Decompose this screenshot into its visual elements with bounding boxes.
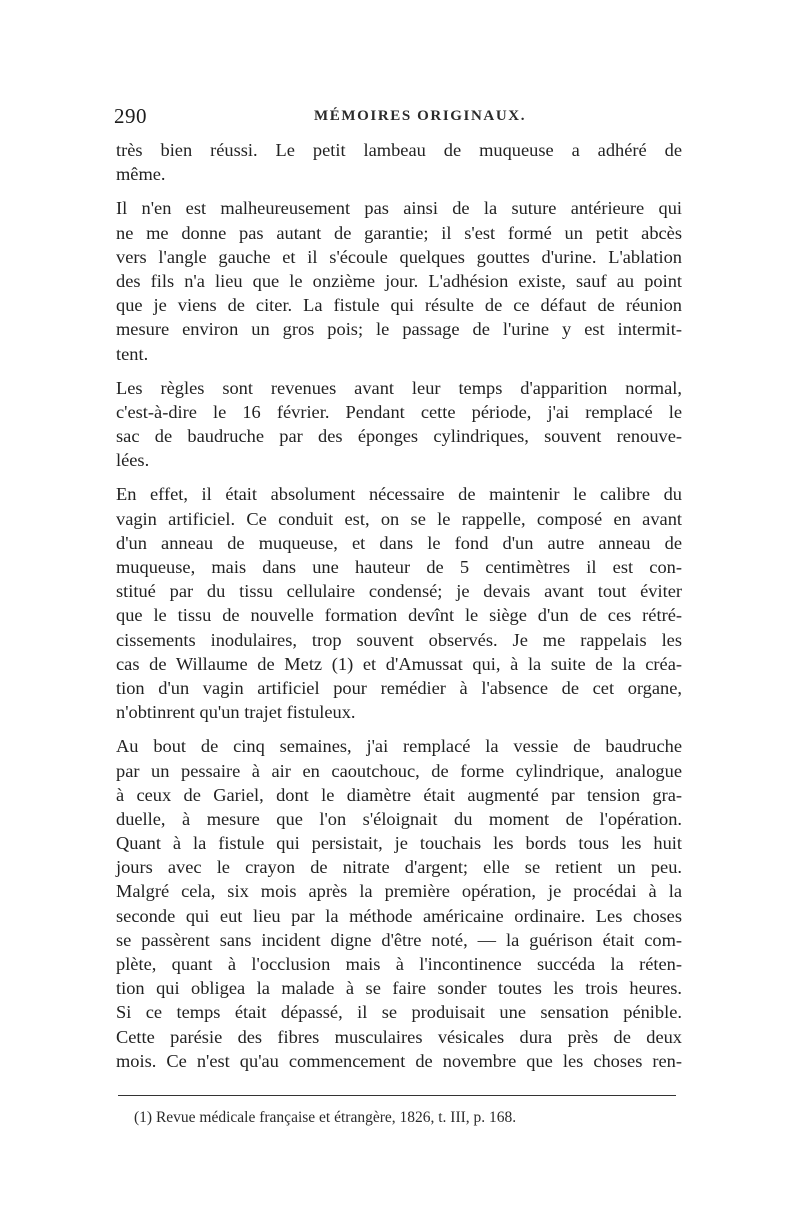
text-line: à ceux de Gariel, dont le diamètre était augmenté par tension gra-: [116, 784, 682, 805]
text-line: que je viens de citer. La fistule qui résulte de ce défaut de réunion: [116, 295, 682, 316]
footnote: (1) Revue médicale française et étrangère, 1826, t. III, p. 168.: [134, 1109, 517, 1126]
paragraph: [116, 138, 682, 186]
text-line: c'est-à-dire le 16 février. Pendant cette période, j'ai remplacé le: [116, 401, 682, 422]
text-line: des fils n'a lieu que le onzième jour. L'adhésion existe, sauf au point: [116, 270, 682, 291]
text-line: d'un anneau de muqueuse, et dans le fond d'un autre anneau de: [116, 532, 682, 553]
text-line: En effet, il était absolument nécessaire de maintenir le calibre du: [116, 484, 682, 505]
text-line: Quant à la fistule qui persistait, je touchais les bords tous les huit: [116, 833, 682, 854]
text-line: mois. Ce n'est qu'au commencement de novembre que les choses ren-: [116, 1050, 682, 1071]
text-line: tion d'un vagin artificiel pour remédier à l'absence de cet organe,: [116, 677, 682, 698]
text-line: Malgré cela, six mois après la première opération, je procédai à la: [116, 881, 682, 902]
paragraph-gap: [116, 186, 682, 196]
text-line: que le tissu de nouvelle formation devînt le siège d'un de ces rétré-: [116, 605, 682, 626]
text-line: ne me donne pas autant de garantie; il s'est formé un petit abcès: [116, 222, 682, 243]
text-line: mesure environ un gros pois; le passage de l'urine y est intermit-: [116, 319, 682, 340]
text-line: vers l'angle gauche et il s'écoule quelques gouttes d'urine. L'ablation: [116, 246, 682, 267]
text-line: vagin artificiel. Ce conduit est, on se le rappelle, composé en avant: [116, 508, 682, 529]
paragraph-gap: [116, 724, 682, 734]
text-line: Au bout de cinq semaines, j'ai remplacé la vessie de baudruche: [116, 736, 682, 757]
text-line: jours avec le crayon de nitrate d'argent; elle se retient un peu.: [116, 857, 682, 878]
text-line: Il n'en est malheureusement pas ainsi de la suture antérieure qui: [116, 198, 682, 219]
paragraph: [116, 734, 682, 1073]
text-line: lées.: [116, 450, 150, 471]
text-line: Les règles sont revenues avant leur temps d'apparition normal,: [116, 377, 682, 398]
section-title: MÉMOIRES ORIGINAUX.: [314, 108, 527, 124]
text-line: cissements inodulaires, trop souvent observés. Je me rappelais les: [116, 629, 682, 650]
text-line: tion qui obligea la malade à se faire sonder toutes les trois heures.: [116, 978, 682, 999]
paragraph-gap: [116, 472, 682, 482]
footnote-rule: [118, 1095, 676, 1096]
text-line: se passèrent sans incident digne d'être noté, — la guérison était com-: [116, 929, 682, 950]
text-line: seconde qui eut lieu par la méthode américaine ordinaire. Les choses: [116, 905, 682, 926]
text-line: très bien réussi. Le petit lambeau de muqueuse a adhéré de: [116, 140, 682, 160]
text-line: cas de Willaume de Metz (1) et d'Amussat qui, à la suite de la créa-: [116, 653, 682, 674]
text-line: stitué par du tissu cellulaire condensé; je devais avant tout éviter: [116, 581, 682, 602]
paragraph: [116, 196, 682, 365]
body-text: [116, 138, 682, 1073]
text-line: Cette parésie des fibres musculaires vésicales dura près de deux: [116, 1026, 682, 1047]
running-head: [114, 104, 694, 130]
text-line: tent.: [116, 343, 149, 364]
page-number: 290: [114, 104, 147, 128]
paragraph: [116, 376, 682, 473]
paragraph: [116, 482, 682, 724]
text-line: duelle, à mesure que l'on s'éloignait du moment de l'opération.: [116, 808, 682, 829]
text-line: par un pessaire à air en caoutchouc, de forme cylindrique, analogue: [116, 760, 682, 781]
paragraph-gap: [116, 366, 682, 376]
text-line: sac de baudruche par des éponges cylindriques, souvent renouve-: [116, 426, 682, 447]
text-line: plète, quant à l'occlusion mais à l'incontinence succéda la réten-: [116, 954, 682, 974]
text-line: même.: [116, 164, 166, 185]
text-line: Si ce temps était dépassé, il se produisait une sensation pénible.: [116, 1002, 682, 1023]
text-line: muqueuse, mais dans une hauteur de 5 centimètres il est con-: [116, 557, 682, 577]
text-line: n'obtinrent qu'un trajet fistuleux.: [116, 702, 356, 723]
